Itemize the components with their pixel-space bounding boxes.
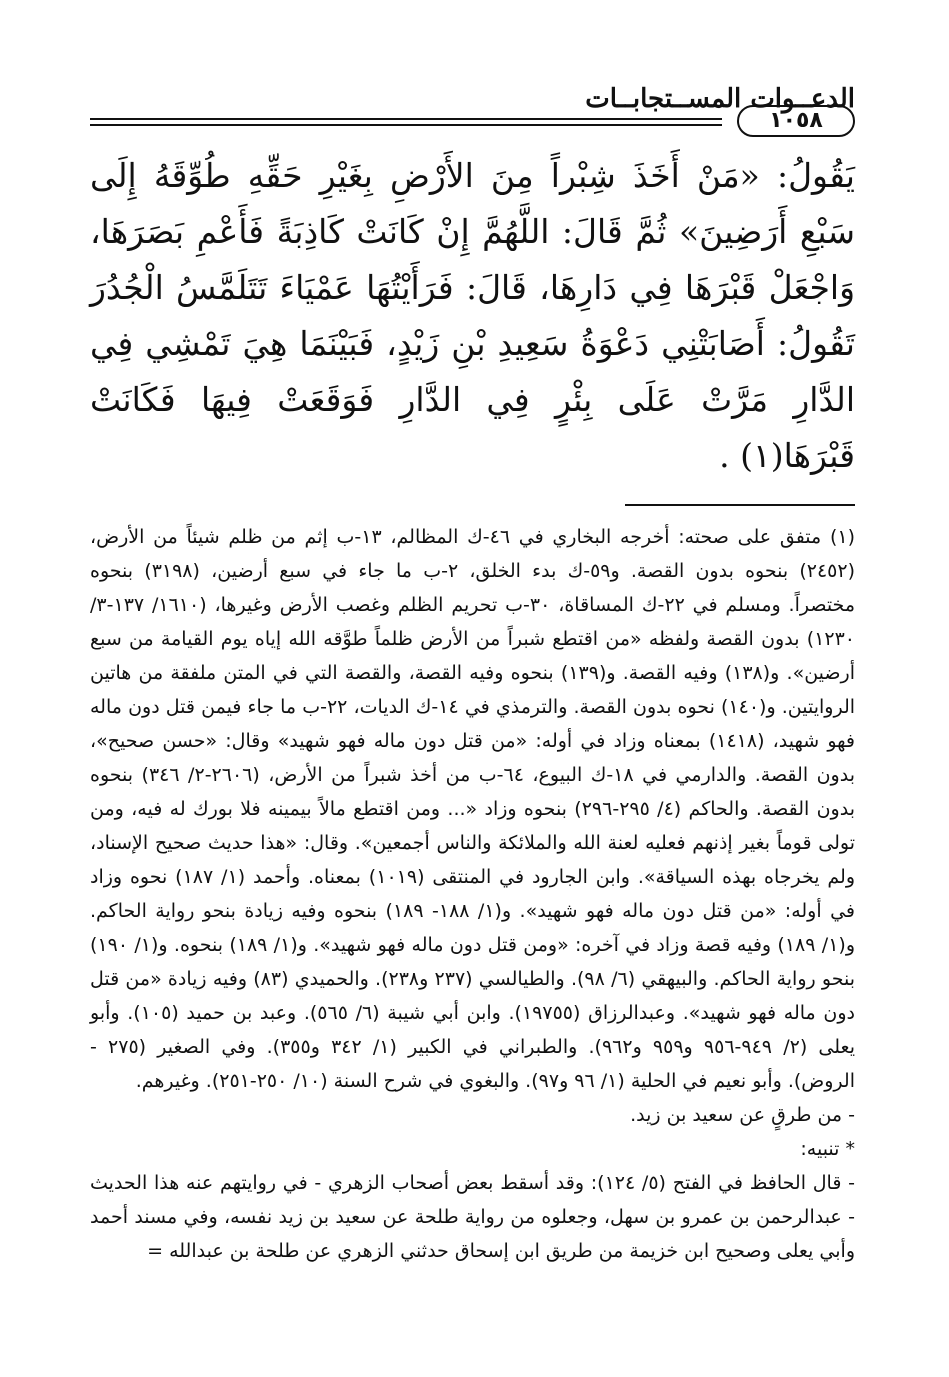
footnote-source-line: - من طرقٍ عن سعيد بن زيد. [630, 1103, 855, 1126]
footnote-note-heading: * تنبيه: [800, 1137, 855, 1160]
footnote-divider [625, 504, 855, 506]
header-rule-bottom [90, 124, 722, 126]
footnote-note-text: - قال الحافظ في الفتح (٥/ ١٢٤): وقد أسقط بعض أصحاب الزهري - في روايتهم عنه هذا الحديث - عبدالرحمن بن عمرو بن سهل، وجعلوه من رواية طلحة عن سعيد بن زيد نفسه، وفي مسند أحمد وأبي يعلى وصحيح ابن خزيمة من طريق ابن إسحاق حدثني الزهري عن طلحة بن عبدالله = [90, 1171, 855, 1262]
main-text [90, 148, 855, 484]
page-number-badge: ١٠٥٨ [737, 105, 855, 137]
running-title: الدعــوات المســتجابــات [585, 84, 855, 114]
book-page [90, 70, 855, 1268]
header-rule-top [90, 118, 722, 120]
main-paragraph: يَقُولُ: «مَنْ أَخَذَ شِبْراً مِنَ الأَرْضِ بِغَيْرِ حَقِّهِ طُوِّقَهُ إِلَى سَبْعِ أَرَضِينَ» ثُمَّ قَالَ: اللَّهُمَّ إِنْ كَانَتْ كَاذِبَةً فَأَعْمِ بَصَرَهَا، وَاجْعَلْ قَبْرَهَا فِي دَارِهَا، قَالَ: فَرَأَيْتُهَا عَمْيَاءَ تَتَلَمَّسُ الْجُدُرَ تَقُولُ: أَصَابَتْنِي دَعْوَةُ سَعِيدِ بْنِ زَيْدٍ، فَبَيْنَمَا هِيَ تَمْشِي فِي الدَّارِ مَرَّتْ عَلَى بِئْرٍ فِي الدَّارِ فَوَقَعَتْ فِيهَا فَكَانَتْ قَبْرَهَا(١) . [90, 156, 855, 475]
running-header [90, 70, 855, 133]
footnotes [90, 520, 855, 1268]
footnote-1: (١) متفق على صحته: أخرجه البخاري في ٤٦-ك المظالم، ١٣-ب إثم من ظلم شيئاً من الأرض، (٢٤٥٢) بنحوه بدون القصة. و٥٩-ك بدء الخلق، ٢-ب ما جاء في سبع أرضين، (٣١٩٨) بنحوه مختصراً. ومسلم في ٢٢-ك المساقاة، ٣٠-ب تحريم الظلم وغصب الأرض وغيرها، (١٦١٠/ ١٣٧-٣/ ١٢٣٠) بدون القصة ولفظه «من اقتطع شبراً من الأرض ظلماً طوَّقه الله إياه يوم القيامة من سبع أرضين». و(١٣٨) وفيه القصة. و(١٣٩) بنحوه وفيه القصة، والقصة التي في المتن ملفقة من هاتين الروايتين. و(١٤٠) نحوه بدون القصة. والترمذي في ١٤-ك الديات، ٢٢-ب ما جاء فيمن قتل دون ماله فهو شهيد، (١٤١٨) بمعناه وزاد في أوله: «من قتل دون ماله فهو شهيد» وقال: «حسن صحيح»، بدون القصة. والدارمي في ١٨-ك البيوع، ٦٤-ب من أخذ شبراً من الأرض، (٢٦٠٦-٢/ ٣٤٦) بنحوه بدون القصة. والحاكم (٤/ ٢٩٥-٢٩٦) بنحوه وزاد «... ومن اقتطع مالاً بيمينه فلا بورك له فيه، ومن تولى قوماً بغير إذنهم فعليه لعنة الله والملائكة والناس أجمعين». وقال: «هذا حديث صحيح الإسناد، ولم يخرجاه بهذه السياقة». وابن الجارود في المنتقى (١٠١٩) بمعناه. وأحمد (١/ ١٨٧) نحوه وزاد في أوله: «من قتل دون ماله فهو شهيد». و(١/ ١٨٨- ١٨٩) بنحوه وفيه زيادة بنحو رواية الحاكم. و(١/ ١٨٩) وفيه قصة وزاد في آخره: «ومن قتل دون ماله فهو شهيد». و(١/ ١٨٩) بنحوه. و(١/ ١٩٠) بنحو رواية الحاكم. والبيهقي (٦/ ٩٨). والطيالسي (٢٣٧ و٢٣٨). والحميدي (٨٣) وفيه زيادة «من قتل دون ماله فهو شهيد». وعبدالرزاق (١٩٧٥٥). وابن أبي شيبة (٦/ ٥٦٥). وعبد بن حميد (١٠٥). وأبو يعلى (٢/ ٩٤٩-٩٥٦ و٩٥٩ و٩٦٢). والطبراني في الكبير (١/ ٣٤٢ و٣٥٥). وفي الصغير (٢٧٥ - الروض). وأبو نعيم في الحلية (١/ ٩٦ و٩٧). والبغوي في شرح السنة (١٠/ ٢٥٠-٢٥١). وغيرهم. [90, 525, 856, 1092]
